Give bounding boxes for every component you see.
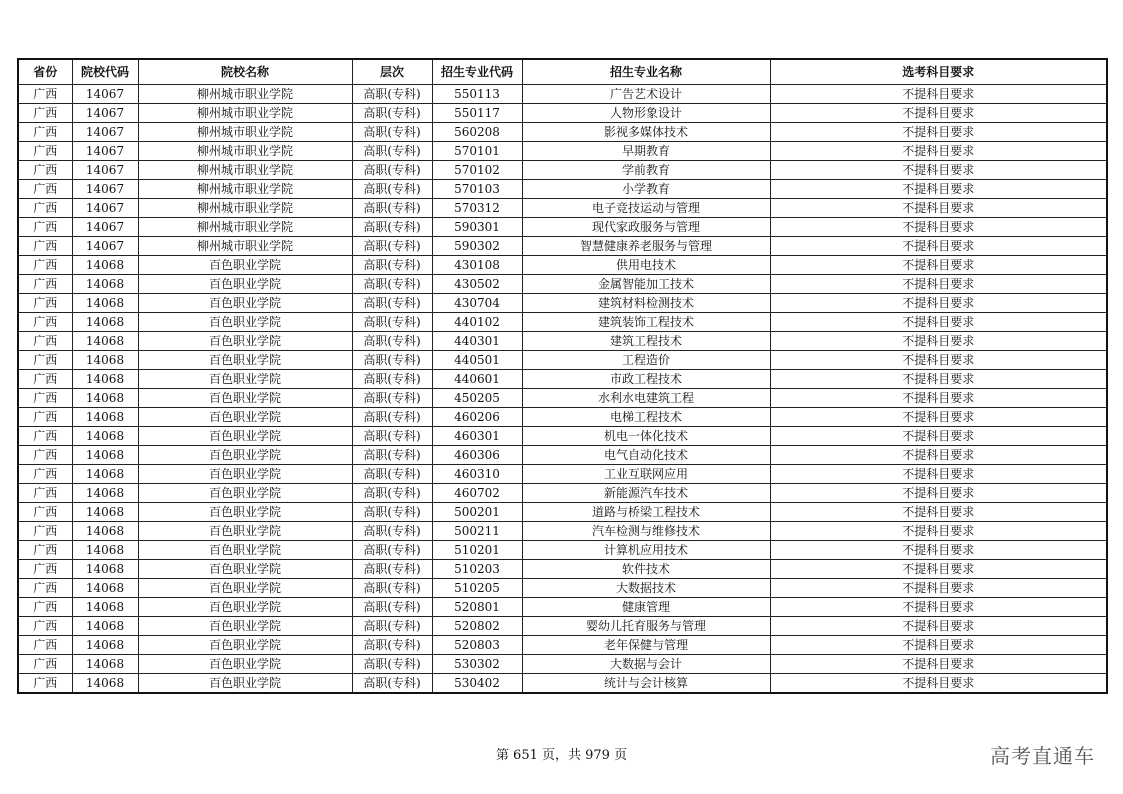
cell-school-code: 14067 xyxy=(72,180,138,199)
cell-school-code: 14068 xyxy=(72,655,138,674)
table-row xyxy=(18,427,1107,446)
header-row xyxy=(18,59,1107,85)
cell-subject-requirement: 不提科目要求 xyxy=(770,104,1107,123)
table-row xyxy=(18,465,1107,484)
cell-province: 广西 xyxy=(18,123,72,142)
table-row xyxy=(18,237,1107,256)
table-row xyxy=(18,275,1107,294)
cell-major-code: 460310 xyxy=(432,465,522,484)
cell-major-code: 440102 xyxy=(432,313,522,332)
table-row xyxy=(18,389,1107,408)
cell-subject-requirement: 不提科目要求 xyxy=(770,332,1107,351)
cell-major-code: 510201 xyxy=(432,541,522,560)
cell-major-name: 统计与会计核算 xyxy=(522,674,770,694)
cell-province: 广西 xyxy=(18,256,72,275)
cell-province: 广西 xyxy=(18,218,72,237)
cell-major-name: 工程造价 xyxy=(522,351,770,370)
cell-school-name: 百色职业学院 xyxy=(138,560,352,579)
cell-level: 高职(专科) xyxy=(352,408,432,427)
cell-major-name: 健康管理 xyxy=(522,598,770,617)
cell-major-name: 电气自动化技术 xyxy=(522,446,770,465)
cell-subject-requirement: 不提科目要求 xyxy=(770,484,1107,503)
cell-school-name: 百色职业学院 xyxy=(138,332,352,351)
cell-major-name: 人物形象设计 xyxy=(522,104,770,123)
cell-major-name: 影视多媒体技术 xyxy=(522,123,770,142)
cell-province: 广西 xyxy=(18,655,72,674)
cell-level: 高职(专科) xyxy=(352,142,432,161)
cell-subject-requirement: 不提科目要求 xyxy=(770,389,1107,408)
table-row xyxy=(18,446,1107,465)
cell-school-name: 百色职业学院 xyxy=(138,541,352,560)
cell-school-code: 14068 xyxy=(72,674,138,694)
table-row xyxy=(18,617,1107,636)
cell-level: 高职(专科) xyxy=(352,199,432,218)
cell-province: 广西 xyxy=(18,199,72,218)
cell-level: 高职(专科) xyxy=(352,389,432,408)
header-major-code: 招生专业代码 xyxy=(432,59,522,85)
cell-school-name: 百色职业学院 xyxy=(138,351,352,370)
cell-province: 广西 xyxy=(18,142,72,161)
cell-major-code: 510203 xyxy=(432,560,522,579)
cell-major-name: 汽车检测与维修技术 xyxy=(522,522,770,541)
table-row xyxy=(18,598,1107,617)
table-row xyxy=(18,503,1107,522)
table-row xyxy=(18,161,1107,180)
cell-subject-requirement: 不提科目要求 xyxy=(770,522,1107,541)
cell-major-name: 小学教育 xyxy=(522,180,770,199)
cell-major-name: 建筑装饰工程技术 xyxy=(522,313,770,332)
cell-school-code: 14068 xyxy=(72,598,138,617)
cell-subject-requirement: 不提科目要求 xyxy=(770,142,1107,161)
cell-major-name: 婴幼儿托育服务与管理 xyxy=(522,617,770,636)
table-row xyxy=(18,218,1107,237)
cell-school-code: 14068 xyxy=(72,541,138,560)
cell-province: 广西 xyxy=(18,408,72,427)
cell-major-code: 530302 xyxy=(432,655,522,674)
cell-school-code: 14068 xyxy=(72,579,138,598)
cell-major-name: 新能源汽车技术 xyxy=(522,484,770,503)
table-row xyxy=(18,560,1107,579)
cell-subject-requirement: 不提科目要求 xyxy=(770,313,1107,332)
cell-major-code: 440301 xyxy=(432,332,522,351)
cell-major-code: 520801 xyxy=(432,598,522,617)
cell-major-code: 430502 xyxy=(432,275,522,294)
cell-level: 高职(专科) xyxy=(352,313,432,332)
cell-province: 广西 xyxy=(18,275,72,294)
cell-major-code: 510205 xyxy=(432,579,522,598)
cell-school-name: 柳州城市职业学院 xyxy=(138,104,352,123)
cell-school-code: 14067 xyxy=(72,161,138,180)
cell-school-code: 14068 xyxy=(72,408,138,427)
cell-school-code: 14068 xyxy=(72,484,138,503)
cell-school-code: 14068 xyxy=(72,389,138,408)
cell-school-code: 14067 xyxy=(72,237,138,256)
cell-major-code: 550113 xyxy=(432,85,522,104)
table-row xyxy=(18,370,1107,389)
header-school-code: 院校代码 xyxy=(72,59,138,85)
table-row xyxy=(18,332,1107,351)
cell-province: 广西 xyxy=(18,579,72,598)
cell-school-code: 14068 xyxy=(72,503,138,522)
cell-school-name: 百色职业学院 xyxy=(138,579,352,598)
cell-major-name: 电梯工程技术 xyxy=(522,408,770,427)
cell-level: 高职(专科) xyxy=(352,446,432,465)
cell-major-name: 建筑材料检测技术 xyxy=(522,294,770,313)
cell-school-name: 柳州城市职业学院 xyxy=(138,237,352,256)
cell-school-name: 百色职业学院 xyxy=(138,294,352,313)
cell-school-code: 14068 xyxy=(72,332,138,351)
cell-major-code: 500211 xyxy=(432,522,522,541)
cell-major-code: 570102 xyxy=(432,161,522,180)
cell-level: 高职(专科) xyxy=(352,579,432,598)
cell-major-name: 供用电技术 xyxy=(522,256,770,275)
table-row xyxy=(18,256,1107,275)
cell-province: 广西 xyxy=(18,427,72,446)
watermark-text: 高考直通车 xyxy=(990,744,1095,768)
cell-major-code: 500201 xyxy=(432,503,522,522)
cell-school-name: 百色职业学院 xyxy=(138,408,352,427)
cell-school-name: 柳州城市职业学院 xyxy=(138,218,352,237)
cell-school-name: 百色职业学院 xyxy=(138,503,352,522)
cell-school-name: 百色职业学院 xyxy=(138,465,352,484)
cell-school-code: 14067 xyxy=(72,123,138,142)
header-level: 层次 xyxy=(352,59,432,85)
cell-level: 高职(专科) xyxy=(352,560,432,579)
cell-level: 高职(专科) xyxy=(352,85,432,104)
table-row xyxy=(18,199,1107,218)
admission-table xyxy=(17,58,1108,694)
cell-level: 高职(专科) xyxy=(352,427,432,446)
cell-major-code: 530402 xyxy=(432,674,522,694)
cell-major-name: 学前教育 xyxy=(522,161,770,180)
cell-major-name: 市政工程技术 xyxy=(522,370,770,389)
cell-level: 高职(专科) xyxy=(352,636,432,655)
cell-subject-requirement: 不提科目要求 xyxy=(770,180,1107,199)
cell-major-code: 590301 xyxy=(432,218,522,237)
cell-school-name: 柳州城市职业学院 xyxy=(138,161,352,180)
page-number: 第 651 页，共 979 页 xyxy=(495,748,628,763)
table-row xyxy=(18,294,1107,313)
cell-major-code: 460301 xyxy=(432,427,522,446)
cell-subject-requirement: 不提科目要求 xyxy=(770,446,1107,465)
cell-province: 广西 xyxy=(18,484,72,503)
cell-major-name: 大数据与会计 xyxy=(522,655,770,674)
table-body xyxy=(18,85,1107,694)
cell-major-code: 440601 xyxy=(432,370,522,389)
cell-school-name: 百色职业学院 xyxy=(138,313,352,332)
cell-level: 高职(专科) xyxy=(352,180,432,199)
cell-province: 广西 xyxy=(18,617,72,636)
header-major-name: 招生专业名称 xyxy=(522,59,770,85)
cell-province: 广西 xyxy=(18,522,72,541)
cell-subject-requirement: 不提科目要求 xyxy=(770,408,1107,427)
cell-subject-requirement: 不提科目要求 xyxy=(770,465,1107,484)
cell-school-name: 柳州城市职业学院 xyxy=(138,199,352,218)
cell-level: 高职(专科) xyxy=(352,351,432,370)
cell-subject-requirement: 不提科目要求 xyxy=(770,598,1107,617)
cell-province: 广西 xyxy=(18,104,72,123)
cell-subject-requirement: 不提科目要求 xyxy=(770,199,1107,218)
cell-subject-requirement: 不提科目要求 xyxy=(770,161,1107,180)
cell-school-code: 14068 xyxy=(72,294,138,313)
cell-school-name: 百色职业学院 xyxy=(138,427,352,446)
table-row xyxy=(18,142,1107,161)
cell-school-code: 14067 xyxy=(72,142,138,161)
header-subject-requirement: 选考科目要求 xyxy=(770,59,1107,85)
cell-level: 高职(专科) xyxy=(352,465,432,484)
cell-subject-requirement: 不提科目要求 xyxy=(770,370,1107,389)
cell-province: 广西 xyxy=(18,446,72,465)
cell-school-name: 百色职业学院 xyxy=(138,636,352,655)
cell-school-code: 14068 xyxy=(72,427,138,446)
cell-subject-requirement: 不提科目要求 xyxy=(770,636,1107,655)
cell-subject-requirement: 不提科目要求 xyxy=(770,560,1107,579)
cell-major-code: 430108 xyxy=(432,256,522,275)
cell-major-code: 570101 xyxy=(432,142,522,161)
cell-subject-requirement: 不提科目要求 xyxy=(770,85,1107,104)
cell-major-code: 570312 xyxy=(432,199,522,218)
cell-school-code: 14068 xyxy=(72,617,138,636)
cell-level: 高职(专科) xyxy=(352,503,432,522)
cell-province: 广西 xyxy=(18,161,72,180)
cell-level: 高职(专科) xyxy=(352,161,432,180)
cell-level: 高职(专科) xyxy=(352,617,432,636)
cell-major-code: 590302 xyxy=(432,237,522,256)
cell-subject-requirement: 不提科目要求 xyxy=(770,541,1107,560)
cell-level: 高职(专科) xyxy=(352,294,432,313)
cell-level: 高职(专科) xyxy=(352,104,432,123)
cell-major-name: 水利水电建筑工程 xyxy=(522,389,770,408)
cell-school-code: 14068 xyxy=(72,275,138,294)
cell-level: 高职(专科) xyxy=(352,332,432,351)
cell-school-code: 14068 xyxy=(72,446,138,465)
cell-province: 广西 xyxy=(18,389,72,408)
table-row xyxy=(18,579,1107,598)
cell-level: 高职(专科) xyxy=(352,598,432,617)
cell-level: 高职(专科) xyxy=(352,674,432,694)
cell-subject-requirement: 不提科目要求 xyxy=(770,503,1107,522)
cell-province: 广西 xyxy=(18,313,72,332)
cell-major-code: 520802 xyxy=(432,617,522,636)
cell-province: 广西 xyxy=(18,370,72,389)
cell-school-name: 百色职业学院 xyxy=(138,655,352,674)
cell-school-name: 百色职业学院 xyxy=(138,275,352,294)
cell-major-code: 520803 xyxy=(432,636,522,655)
cell-school-code: 14067 xyxy=(72,218,138,237)
cell-major-name: 电子竞技运动与管理 xyxy=(522,199,770,218)
cell-subject-requirement: 不提科目要求 xyxy=(770,218,1107,237)
cell-major-code: 460702 xyxy=(432,484,522,503)
cell-major-name: 建筑工程技术 xyxy=(522,332,770,351)
cell-school-name: 百色职业学院 xyxy=(138,484,352,503)
table-row xyxy=(18,484,1107,503)
table-row xyxy=(18,408,1107,427)
cell-school-name: 柳州城市职业学院 xyxy=(138,85,352,104)
cell-major-name: 金属智能加工技术 xyxy=(522,275,770,294)
cell-level: 高职(专科) xyxy=(352,655,432,674)
table-row xyxy=(18,351,1107,370)
cell-school-name: 百色职业学院 xyxy=(138,256,352,275)
cell-major-code: 570103 xyxy=(432,180,522,199)
cell-province: 广西 xyxy=(18,85,72,104)
table-row xyxy=(18,636,1107,655)
cell-major-name: 广告艺术设计 xyxy=(522,85,770,104)
cell-subject-requirement: 不提科目要求 xyxy=(770,275,1107,294)
cell-major-code: 440501 xyxy=(432,351,522,370)
cell-school-name: 百色职业学院 xyxy=(138,370,352,389)
cell-major-code: 430704 xyxy=(432,294,522,313)
cell-major-name: 机电一体化技术 xyxy=(522,427,770,446)
table-row xyxy=(18,541,1107,560)
cell-major-code: 560208 xyxy=(432,123,522,142)
cell-level: 高职(专科) xyxy=(352,123,432,142)
table-row xyxy=(18,123,1107,142)
table-row xyxy=(18,180,1107,199)
cell-school-name: 百色职业学院 xyxy=(138,389,352,408)
cell-subject-requirement: 不提科目要求 xyxy=(770,655,1107,674)
cell-level: 高职(专科) xyxy=(352,522,432,541)
cell-major-name: 大数据技术 xyxy=(522,579,770,598)
header-school-name: 院校名称 xyxy=(138,59,352,85)
cell-level: 高职(专科) xyxy=(352,218,432,237)
header-province: 省份 xyxy=(18,59,72,85)
cell-level: 高职(专科) xyxy=(352,370,432,389)
cell-subject-requirement: 不提科目要求 xyxy=(770,617,1107,636)
cell-major-code: 460306 xyxy=(432,446,522,465)
cell-subject-requirement: 不提科目要求 xyxy=(770,579,1107,598)
cell-subject-requirement: 不提科目要求 xyxy=(770,256,1107,275)
cell-school-code: 14068 xyxy=(72,560,138,579)
cell-level: 高职(专科) xyxy=(352,541,432,560)
cell-province: 广西 xyxy=(18,674,72,694)
cell-province: 广西 xyxy=(18,598,72,617)
cell-school-code: 14068 xyxy=(72,351,138,370)
admission-table-container xyxy=(17,58,1106,694)
cell-school-name: 柳州城市职业学院 xyxy=(138,123,352,142)
cell-province: 广西 xyxy=(18,332,72,351)
cell-school-code: 14068 xyxy=(72,256,138,275)
cell-school-name: 百色职业学院 xyxy=(138,522,352,541)
cell-province: 广西 xyxy=(18,180,72,199)
cell-school-code: 14068 xyxy=(72,522,138,541)
cell-level: 高职(专科) xyxy=(352,256,432,275)
cell-school-code: 14068 xyxy=(72,465,138,484)
cell-school-code: 14067 xyxy=(72,199,138,218)
cell-province: 广西 xyxy=(18,541,72,560)
cell-province: 广西 xyxy=(18,351,72,370)
table-row xyxy=(18,655,1107,674)
cell-major-name: 工业互联网应用 xyxy=(522,465,770,484)
cell-school-code: 14068 xyxy=(72,313,138,332)
cell-school-name: 柳州城市职业学院 xyxy=(138,142,352,161)
table-row xyxy=(18,674,1107,694)
cell-subject-requirement: 不提科目要求 xyxy=(770,427,1107,446)
cell-school-code: 14067 xyxy=(72,104,138,123)
cell-province: 广西 xyxy=(18,636,72,655)
cell-major-name: 道路与桥梁工程技术 xyxy=(522,503,770,522)
cell-school-code: 14068 xyxy=(72,370,138,389)
cell-province: 广西 xyxy=(18,237,72,256)
cell-school-name: 百色职业学院 xyxy=(138,617,352,636)
cell-major-code: 450205 xyxy=(432,389,522,408)
cell-major-name: 老年保健与管理 xyxy=(522,636,770,655)
cell-major-name: 计算机应用技术 xyxy=(522,541,770,560)
cell-province: 广西 xyxy=(18,294,72,313)
cell-province: 广西 xyxy=(18,465,72,484)
cell-school-code: 14068 xyxy=(72,636,138,655)
cell-school-name: 百色职业学院 xyxy=(138,446,352,465)
cell-province: 广西 xyxy=(18,503,72,522)
table-row xyxy=(18,85,1107,104)
cell-school-name: 百色职业学院 xyxy=(138,674,352,694)
cell-major-name: 软件技术 xyxy=(522,560,770,579)
cell-major-name: 智慧健康养老服务与管理 xyxy=(522,237,770,256)
cell-school-name: 百色职业学院 xyxy=(138,598,352,617)
cell-subject-requirement: 不提科目要求 xyxy=(770,237,1107,256)
cell-school-code: 14067 xyxy=(72,85,138,104)
cell-level: 高职(专科) xyxy=(352,275,432,294)
cell-major-code: 460206 xyxy=(432,408,522,427)
cell-subject-requirement: 不提科目要求 xyxy=(770,351,1107,370)
cell-major-name: 现代家政服务与管理 xyxy=(522,218,770,237)
cell-school-name: 柳州城市职业学院 xyxy=(138,180,352,199)
table-row xyxy=(18,104,1107,123)
cell-subject-requirement: 不提科目要求 xyxy=(770,123,1107,142)
cell-subject-requirement: 不提科目要求 xyxy=(770,674,1107,694)
cell-major-name: 早期教育 xyxy=(522,142,770,161)
cell-major-code: 550117 xyxy=(432,104,522,123)
cell-level: 高职(专科) xyxy=(352,484,432,503)
cell-subject-requirement: 不提科目要求 xyxy=(770,294,1107,313)
table-row xyxy=(18,522,1107,541)
cell-level: 高职(专科) xyxy=(352,237,432,256)
cell-province: 广西 xyxy=(18,560,72,579)
table-row xyxy=(18,313,1107,332)
